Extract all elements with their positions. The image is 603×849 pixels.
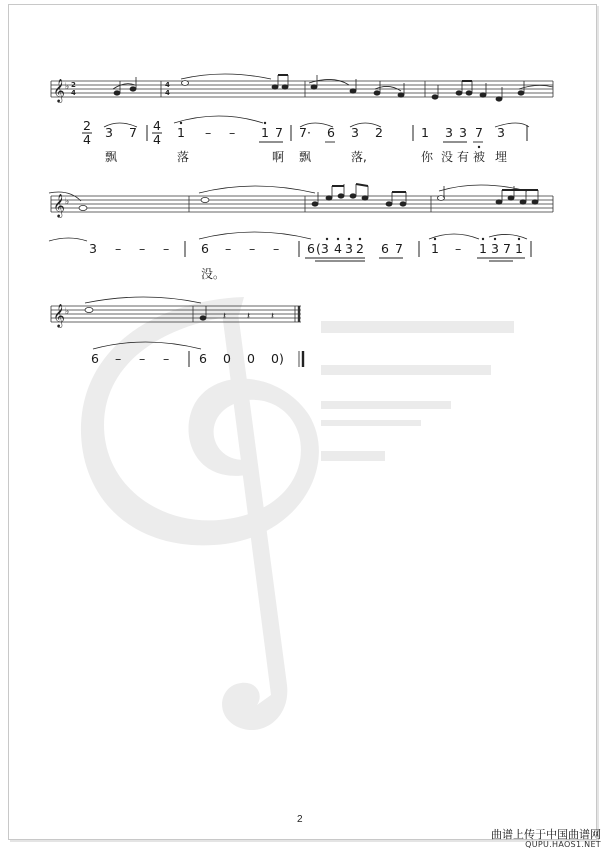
jianpu-note: 1 [431, 241, 439, 256]
jianpu-note: 2 [375, 125, 383, 140]
time-sig-bottom-2: 4 [153, 132, 161, 147]
jianpu-note: 1 [515, 241, 523, 256]
jianpu-note: 3 [351, 125, 359, 140]
jianpu-dash: – [273, 241, 280, 256]
jianpu-dash: – [115, 241, 122, 256]
jianpu-note: 6 [201, 241, 209, 256]
lyric-char: 落, [351, 150, 367, 164]
jianpu-note: 3 [445, 125, 453, 140]
lyric-char: 没 [441, 150, 454, 164]
jianpu-dash: – [225, 241, 232, 256]
jianpu-note: 1 [421, 125, 429, 140]
jianpu-note: 7 [129, 125, 137, 140]
jianpu-note: 7· [299, 125, 311, 140]
lyric-char: 啊 [272, 150, 285, 164]
lyric-char: 飘 [105, 150, 118, 164]
jianpu-note: 7 [395, 241, 403, 256]
jianpu-note: 1 [177, 125, 185, 140]
lyric-char: 埋 [495, 150, 508, 164]
jianpu-note: 7 [475, 125, 483, 140]
svg-text:♭: ♭ [65, 197, 70, 207]
jianpu-note: 6 [199, 351, 207, 366]
jianpu-dash: – [229, 125, 236, 140]
jianpu-note: (3 [316, 241, 329, 256]
lyric-char: 没。 [201, 267, 226, 281]
site-footer [491, 829, 601, 849]
page-number: 2 [297, 814, 303, 825]
jianpu-dash: – [249, 241, 256, 256]
jianpu-row-1 [82, 116, 529, 148]
jianpu-note: 2 [356, 241, 364, 256]
jianpu-note: 3 [459, 125, 467, 140]
jianpu-dash: – [205, 125, 212, 140]
lyrics-line-1 [105, 149, 507, 164]
footer-site-url: QUPU.HAOS1.NET [525, 839, 601, 849]
lyric-char: 你 [421, 150, 434, 164]
jianpu-note: 6 [91, 351, 99, 366]
lyric-char: 有 [457, 150, 470, 164]
time-sig-top-2: 4 [153, 118, 161, 133]
jianpu-dash: – [139, 351, 146, 366]
lyrics-line-2 [201, 267, 225, 281]
svg-text:𝄽: 𝄽 [271, 311, 275, 322]
jianpu-note: 4 [334, 241, 342, 256]
time-sig-top-1: 2 [83, 118, 91, 133]
jianpu-note: 3 [89, 241, 97, 256]
jianpu-note: 6 [327, 125, 335, 140]
jianpu-dash: – [163, 351, 170, 366]
jianpu-dash: – [163, 241, 170, 256]
svg-text:♭: ♭ [65, 82, 70, 92]
svg-text:4: 4 [71, 89, 76, 97]
svg-text:𝄞: 𝄞 [53, 303, 65, 327]
notes-system-2 [49, 184, 538, 211]
jianpu-note: 0) [271, 351, 284, 366]
svg-text:𝄽: 𝄽 [223, 311, 227, 322]
jianpu-note: 0 [247, 351, 255, 366]
score-page [8, 4, 597, 840]
clef-and-keysig-3 [53, 303, 69, 328]
jianpu-dash: – [455, 241, 462, 256]
jianpu-dash: – [115, 351, 122, 366]
music-score [9, 5, 596, 839]
jianpu-note: 1 [479, 241, 487, 256]
lyric-char: 被 [473, 150, 486, 164]
watermark-bars [321, 321, 514, 461]
jianpu-note: 3 [345, 241, 353, 256]
jianpu-note: 1 [261, 125, 269, 140]
svg-text:𝄞: 𝄞 [53, 193, 65, 217]
jianpu-note: 6 [381, 241, 389, 256]
clef-and-keysig-2 [53, 193, 69, 218]
jianpu-note: 3 [497, 125, 505, 140]
svg-text:𝄽: 𝄽 [247, 311, 251, 322]
jianpu-note: 7 [275, 125, 283, 140]
jianpu-note: 6 [307, 241, 315, 256]
clef-and-keysig-1 [53, 78, 170, 103]
jianpu-dash: – [139, 241, 146, 256]
jianpu-note: 3 [491, 241, 499, 256]
jianpu-note: 7 [503, 241, 511, 256]
svg-text:4: 4 [165, 81, 170, 89]
jianpu-note: 0 [223, 351, 231, 366]
svg-text:♭: ♭ [65, 307, 70, 317]
svg-text:2: 2 [71, 81, 76, 89]
footer-site-name: 曲谱上传于中国曲谱网 [491, 828, 601, 842]
svg-text:𝄞: 𝄞 [53, 78, 65, 102]
lyric-char: 飘 [299, 150, 312, 164]
jianpu-note: 3 [105, 125, 113, 140]
staff-system-2 [51, 196, 553, 212]
jianpu-row-2 [49, 232, 531, 261]
time-sig-bottom-1: 4 [83, 132, 91, 147]
lyric-char: 落 [177, 150, 190, 164]
svg-text:4: 4 [165, 89, 170, 97]
